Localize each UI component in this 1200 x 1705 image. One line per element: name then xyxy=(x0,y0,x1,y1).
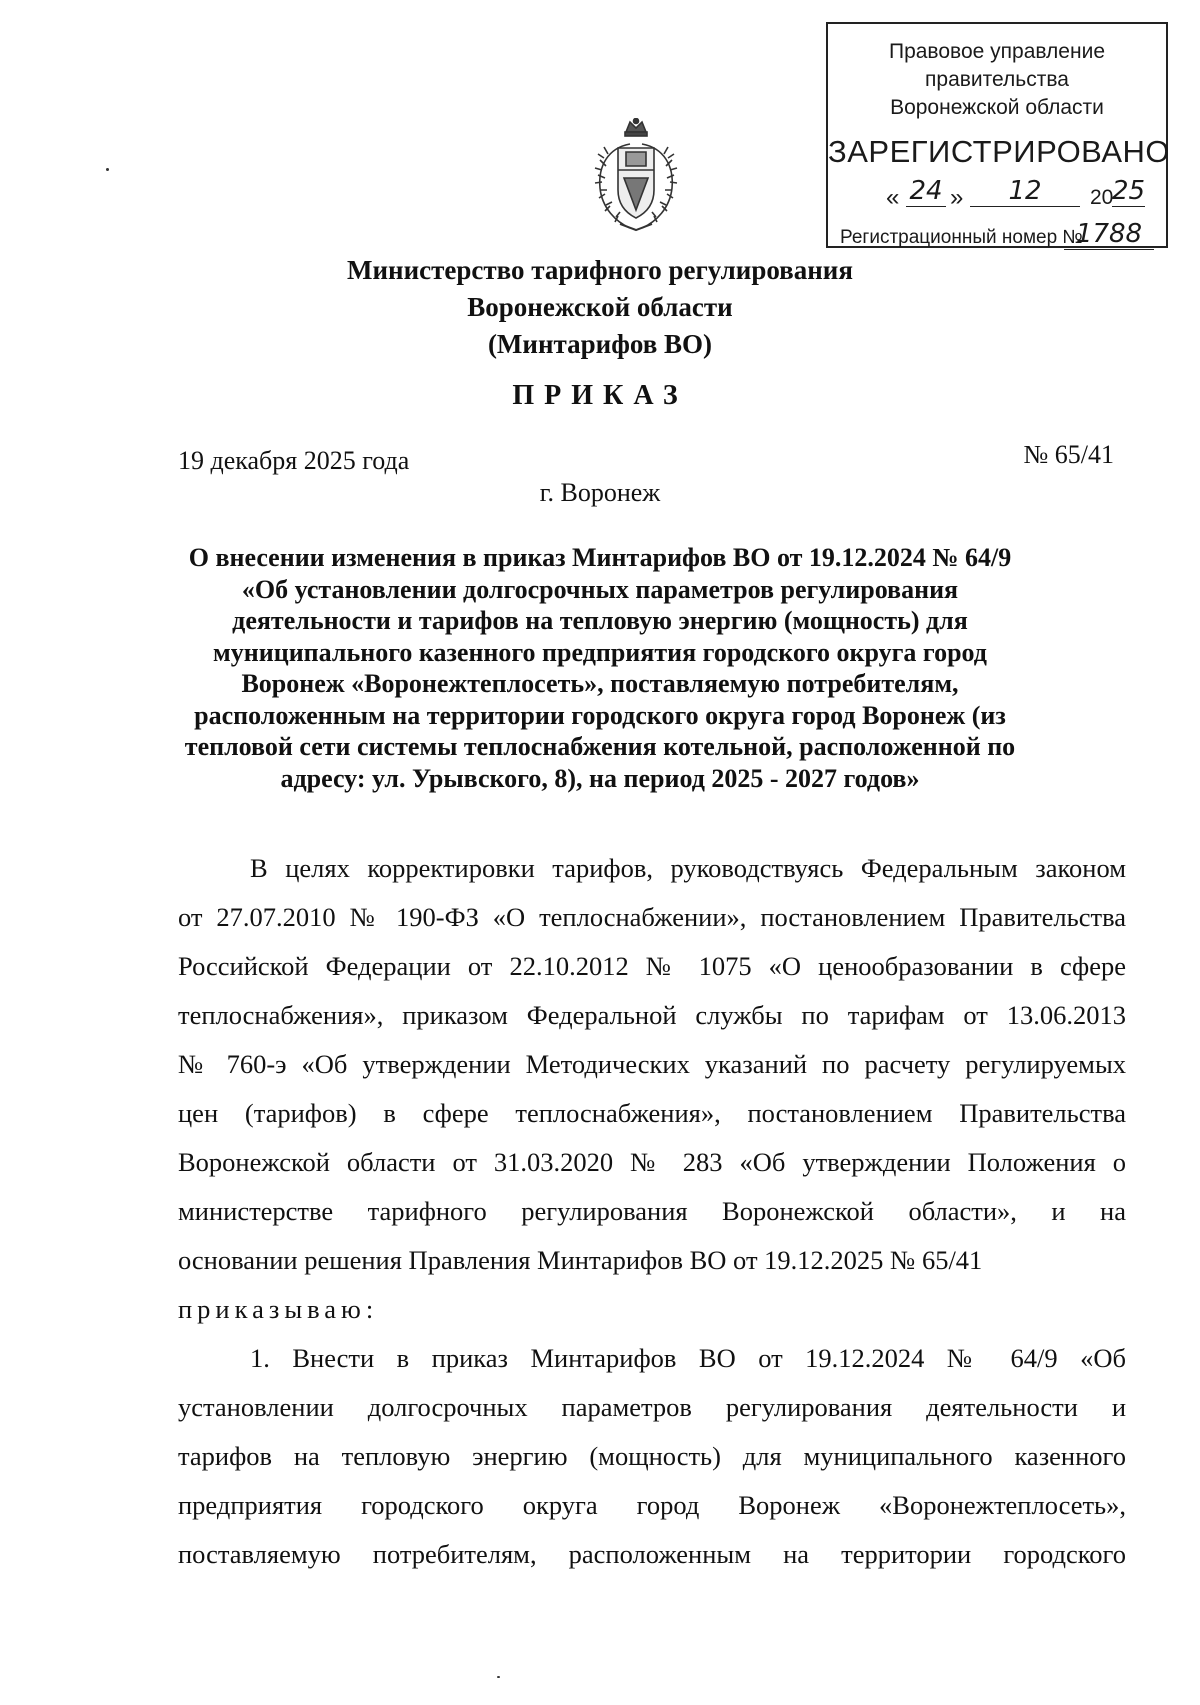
body-line: теплоснабжения», приказом Федеральной службы по тарифам от 13.06.2013 xyxy=(178,1000,1126,1030)
order-city: г. Воронеж xyxy=(539,478,661,507)
body-line: Воронежской области от 31.03.2020 № 283 «Об утверждении Положения о xyxy=(178,1147,1126,1177)
body-line-order-word: приказываю: xyxy=(178,1294,379,1324)
body-line: № 760-э «Об утверждении Методических указаний по расчету регулируемых xyxy=(178,1049,1126,1079)
body-line: министерстве тарифного регулирования Воронежской области», и на xyxy=(178,1196,1126,1226)
order-body xyxy=(178,844,1126,1579)
heading-line: муниципального казенного предприятия городского округа город xyxy=(213,637,987,667)
order-heading xyxy=(150,542,1050,794)
ministry-line1: Министерство тарифного регулирования xyxy=(347,255,853,285)
stamp-day: 24 xyxy=(906,176,946,207)
body-line: установлении долгосрочных параметров регулирования деятельности и xyxy=(178,1392,1126,1422)
heading-line: тепловой сети системы теплоснабжения котельной, расположенной по xyxy=(184,732,1016,761)
ministry-line3: (Минтарифов ВО) xyxy=(487,329,713,359)
coat-of-arms-icon xyxy=(590,118,682,236)
body-line: основании решения Правления Минтарифов ВО от 19.12.2025 № 65/41 xyxy=(178,1245,983,1275)
stamp-month: 12 xyxy=(970,176,1080,207)
scan-speck xyxy=(497,1676,500,1678)
stamp-quote-close: » xyxy=(950,184,964,211)
stamp-registered-label: ЗАРЕГИСТРИРОВАНО xyxy=(828,134,1171,169)
stamp-quote-open: « xyxy=(886,184,900,211)
ministry-line2: Воронежской области xyxy=(467,292,733,322)
stamp-organization xyxy=(828,38,1166,122)
order-date: 19 декабря 2025 года xyxy=(178,446,410,475)
body-line: от 27.07.2010 № 190-ФЗ «О теплоснабжении», постановлением Правительства xyxy=(178,902,1126,932)
heading-line: расположенным на территории городского округа город Воронеж (из xyxy=(194,700,1006,730)
stamp-date xyxy=(858,176,1146,214)
stamp-reg-number-value: 1788 xyxy=(1064,219,1154,250)
stamp-year-suffix: 25 xyxy=(1112,176,1146,206)
heading-line: деятельности и тарифов на тепловую энергию (мощность) для xyxy=(232,606,968,635)
stamp-org-line2: Воронежской области xyxy=(890,96,1104,119)
ministry-header xyxy=(150,252,1050,363)
stamp-org-line1: Правовое управление правительства xyxy=(888,40,1105,91)
body-line: В целях корректировки тарифов, руководствуясь Федеральным законом xyxy=(250,853,1126,883)
order-number: № 65/41 xyxy=(1023,440,1114,469)
scan-speck xyxy=(106,168,109,171)
body-line: поставляемую потребителям, расположенным на территории городского xyxy=(178,1539,1126,1569)
body-line: тарифов на тепловую энергию (мощность) для муниципального казенного xyxy=(178,1441,1126,1471)
stamp-reg-number-label: Регистрационный номер № xyxy=(840,227,1083,248)
body-line: 1. Внести в приказ Минтарифов ВО от 19.12.2024 № 64/9 «Об xyxy=(250,1343,1126,1373)
order-title: ПРИКАЗ xyxy=(512,380,688,411)
body-line: предприятия городского округа город Воронеж «Воронежтеплосеть», xyxy=(178,1490,1126,1520)
heading-line: адресу: ул. Урывского, 8), на период 2025 - 2027 годов» xyxy=(280,763,920,793)
body-line: цен (тарифов) в сфере теплоснабжения», постановлением Правительства xyxy=(178,1098,1126,1128)
heading-line: «Об установлении долгосрочных параметров регулирования xyxy=(241,574,959,604)
registration-stamp xyxy=(826,22,1171,249)
heading-line: Воронеж «Воронежтеплосеть», поставляемую потребителям, xyxy=(241,669,959,698)
body-line: Российской Федерации от 22.10.2012 № 1075 «О ценообразовании в сфере xyxy=(178,951,1126,981)
stamp-year-prefix: 20 xyxy=(1090,186,1114,209)
heading-line: О внесении изменения в приказ Минтарифов ВО от 19.12.2024 № 64/9 xyxy=(188,543,1012,572)
